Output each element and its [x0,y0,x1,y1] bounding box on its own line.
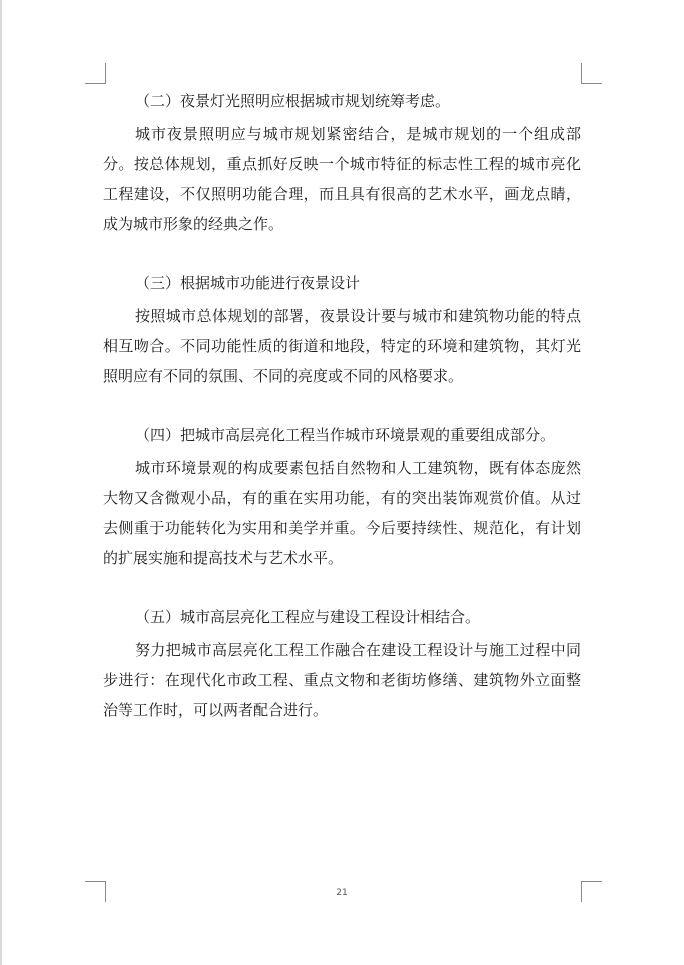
document-body [103,86,581,754]
section-3 [103,268,581,391]
page-number: 21 [336,888,348,898]
section-heading: （五）城市高层亮化工程应与建设工程设计相结合。 [135,608,481,626]
section-paragraph: 努力把城市高层亮化工程工作融合在建设工程设计与施工过程中同步进行：在现代化市政工程、重点文物和老街坊修缮、建筑物外立面整治等工作时，可以两者配合进行。 [103,641,581,719]
section-5 [103,602,581,725]
crop-mark-top-right [581,63,602,84]
section-heading: （三）根据城市功能进行夜景设计 [135,274,361,292]
section-2 [103,86,581,239]
section-paragraph: 城市环境景观的构成要素包括自然物和人工建筑物，既有体态庞然大物又含微观小品，有的重在实用功能，有的突出装饰观赏价值。从过去侧重于功能转化为实用和美学并重。今后要持续性、规范化，有计划的扩展实施和提高技术与艺术水平。 [103,459,581,567]
section-paragraph: 城市夜景照明应与城市规划紧密结合，是城市规划的一个组成部分。按总体规划，重点抓好反映一个城市特征的标志性工程的城市亮化工程建设，不仅照明功能合理，而且具有很高的艺术水平，画龙点睛，成为城市形象的经典之作。 [103,125,581,233]
section-4 [103,420,581,573]
section-paragraph: 按照城市总体规划的部署，夜景设计要与城市和建筑物功能的特点相互吻合。不同功能性质的街道和地段，特定的环境和建筑物，其灯光照明应有不同的氛围、不同的亮度或不同的风格要求。 [103,307,581,385]
crop-mark-top-left [85,63,106,84]
section-heading: （二）夜景灯光照明应根据城市规划统筹考虑。 [135,92,451,110]
page-left-edge [0,0,2,965]
section-heading: （四）把城市高层亮化工程当作城市环境景观的重要组成部分。 [135,426,556,444]
